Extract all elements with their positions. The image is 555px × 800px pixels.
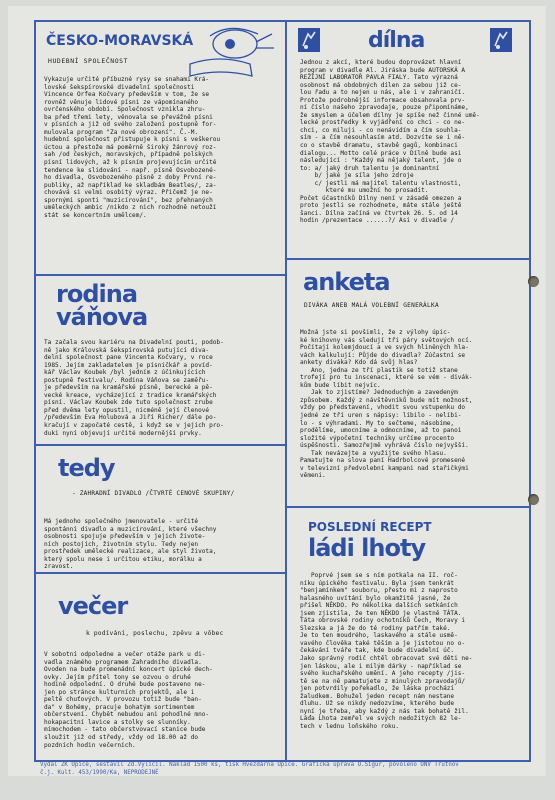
rule-left-3 (34, 572, 285, 574)
binder-hole-bottom (528, 494, 539, 505)
dilna-logo-left-icon (298, 28, 320, 52)
section-title-ladi-lhoty: ládi lhoty (308, 534, 426, 562)
dilna-logo-right-icon (490, 28, 512, 52)
text-rodina-vanova: Ta začala svou kariéru na Divadelní pouti, podob- ně jako Královská šekspírovská putující diva- delní společnost pane Vincenta Kočvary, v roce 1985. Jejím zakladatelem je písničkář a povíd- kář Václav Koubek /byl jedním z účinkujících postupně festivalu/. Rodina Váňova se zaměřu- je především na kramářské písně, berecké a pě- vecké kreace, vycházející z tradice kramářských písní. Václav Koubek zde tuto společnost zrube před dvěma lety opustil, nicméně její členové /především Eva Holubová a Jiří Richer/ dále po- kračují v započaté cestě, i když se v jejich pro- duki nyní objevují určité modernější prvky. (44, 339, 224, 437)
section-subtitle-hudebni: HUDEBNÍ SPOLEČNOST (48, 57, 129, 65)
rule-right-2 (287, 506, 529, 508)
section-title-dilna: dílna (368, 28, 425, 53)
section-title-rodina: rodina (56, 280, 138, 308)
rule-right-1 (287, 258, 529, 260)
section-subtitle-anketa: DIVÁKA ANEB MALÁ VOLEBNÍ GENERÁLKA (304, 302, 439, 309)
cartoon-illustration (180, 24, 280, 84)
section-subtitle-vecer: k podívání, poslechu, zpěvu a vôbec (86, 630, 224, 637)
rule-left-1 (34, 274, 285, 276)
section-title-posledni-recept: POSLEDNÍ RECEPT (308, 520, 432, 534)
rule-left-2 (34, 444, 285, 446)
section-title-tedy: tedy (58, 454, 115, 482)
newsletter-page (8, 6, 546, 776)
text-dilna: Jednou z akcí, které budou doprovázet hlavní program v divadle Al. Jiráska bude AUTORSKÁ A REŽIJNÍ LABORATOŘ PAVLA FIALY. Tato výrazná osobnost má obdobných dílen za sebou již ce- lou řadu a to nejen u nás, ale i v zahraničí. Protože podrobnější informace obsahovala prv- ní číslo našeho zpravodaje, pouze připomínáme, že smyslem a účelem dílny je spíše než činné umě- lecké prostředky k vyjádření co chci - co ne- chci, co miluji - co nenávidím a čím souhla- sím - a čím nesouhlasím atd. Dozvíte se i ně- co o stavbě dramatu, stavbě gagů, kombinaci dialogu... Motto celé práce v Dílně bude asi následující : "Každý má nějaký talent, jde o to: a/ jaký druh talentu je dominantní b/ jaké je síla jeho zdroje c/ jestli má majitel talentu vlastnosti, které mu umožní ho prosadit. Počet účastníků Dílny není v zásadě omezen a proto jestli se rozhodnete, máte stále ještě šanci. Dílna začíná ve čtvrtek 26. 5. od 14 hodin /prezentace ......?/ Asi v divadle / (300, 59, 480, 225)
text-vecer: V sobotní odpoledne a večer otáže park u di- vadla známého programem Zahradního divadla. Ovoden na bude promenádní koncert úpické dech- ovky. Jejím přítel tony se ozvou o druhé hodině odpolední. O druhé bude postaveno ne- jen po stránce kulturních projektů, ale i peltě chuťových. V provozu totiž bude "ban- da" v Bohémy, pracuje bohatým sortimentem občerstvení. Chybět nebudou ani pohodlné mno- hokapacitní lavice a stolky se slunníky. mímochodem - tato občerstvovací stanice bude sloužit již od středy, vždy od 18.00 až do pozdních hodin večerních. (44, 651, 213, 749)
imprint-footer: Vydal ZK Úpice, sestavil Zd.Vyličil. Náklad 1500 ks, tisk Hvězdárna Úpice. Grafická úprava O.Šigur, povoleno ONV Trutnov č.j. Kult. 453/1990/Ka, NEPRODEJNÉ (40, 762, 459, 776)
text-tedy: Má jednoho společného jmenovatele - určité spontánní divadlo a muzicírování, které všechny osobnosti spojuje především v jejich živote- ních postojích, životním stylu. Tedy nejen prostředek umělecké realizace, ale styl života, který spolu nese i určitou etiku, morálku a zravost. (44, 518, 217, 571)
text-posledni-recept: Poprvé jsem se s ním potkala na II. roč- níku úpického festivalu. Byla jsem tenkrát "benjamínkem" souboru, přesto mi z naprosto halasného uvítání bylo okamžitě jasné, že přišel NĚKDO. Po několika dalších setkáních jsem zjistila, že ten NĚKDO je vlastně TÁTA. Táta obrovské rodiny ochotníků Čech, Moravy i Slezska a já že do té rodiny patřím také. Je to ten moudrého, laskavého a stále usmě- vavého člověka také těším a je jistotou no o- čekávání tváře tak, kde bude divadelní úč. Jako správný rodič chtěl obracovat své děti ne- jen láskou, ale i milým dárky - například se svého kuchařského umění. A jeho recepty /jis- tě se na ně pamatujete z minulých zpravodajů/ jen potvrdily pořekadlo, že láska prochází žaludkem. Bohužel jeden recept nám nestane dluhu. Už se nikdy nedozvíme, kterého bude nyní je třeba, aby každý z nás tak bohatě žil. Láďa Lhota zemřel ve svých nedožitých 82 le- tech v lednu loňského roku. (300, 572, 473, 730)
section-title-ceskomoravska: ČESKO-MORAVSKÁ (46, 33, 194, 49)
section-title-vanova: váňova (56, 303, 148, 331)
section-title-anketa: anketa (303, 268, 390, 296)
section-subtitle-tedy: - ZAHRADNÍ DIVADLO /ČTVRTÉ CENOVÉ SKUPINY/ (72, 490, 235, 497)
binder-hole-top (528, 276, 539, 287)
column-divider (285, 20, 287, 762)
section-title-vecer: večer (58, 592, 128, 620)
text-anketa: Možná jste si povšimli, že z výlohy úpic- ké knihovny vás sledují tři páry světových ocí. Počítají kolemjdoucí a ve svých hliněných hla- vách kalkulují: Půjde do divadla? Zúčastní se ankety diváka? Kdo dá svůj hlas? Ano, jedna ze tří plastik se totiž stane trofejí pro tu inscenaci, které se vém - divák- kům bude líbit nejvíc. Jak to zjistíme? Jednoduchým a zavedeným způsobem. Každý z návštěvníků bude mít možnost, vždy po představení, vhodit svou vstupenku do jedné ze tří uren s nápisy: líbilo - nelíbi- lo - s výhradami. My to sečteme, násobíme, prodělíme, umocníme a odmocníme, až to panoi složité výpočetní techniky určíme procento úspěšnosti. Samozřejmě vyhrává číslo nejvyšší. Tak nevázejte a využijte svého hlasu. Pamatujte na slova paní Hadrbolcové promesené v televizní předvolební kampani nad stařičkými věmeni. (300, 329, 473, 480)
text-ceskomoravska: Vykazuje určité příbuzné rysy se snahami Krá- lovské šekspírovské divadelní společnosti Vincence Orfea Kočvary především v tom, že se rovněž věnuje lidové písni ze vápomínaného ovrčenského období. Společnost vznikla zhru- ba před třemi lety, věnovala se převážně písni v písních a již od svého založení postupně for- mulovala program "Za nové obrození". Č.-M. hudební společnost přistupuje k písni s veškerou úctou a přestože má poměrně široký žánrový roz- sah /od českých, moravských, případně polských písní lidových, až k písním projevujícím určité tendence ke slidování - např. písně Osvobozené- ho divadla, Osvobozeného písně z doby První re- publiky, až například ke skladbám Beatles/, za- chovává si velmi osobitý výraz. Přičemž je ne- spornými sponti "muzicírování", bez přehnaných uměleckých ambic /nikdo z nich rozhodně netouží stát se koncertním umělcem/. (44, 76, 221, 219)
